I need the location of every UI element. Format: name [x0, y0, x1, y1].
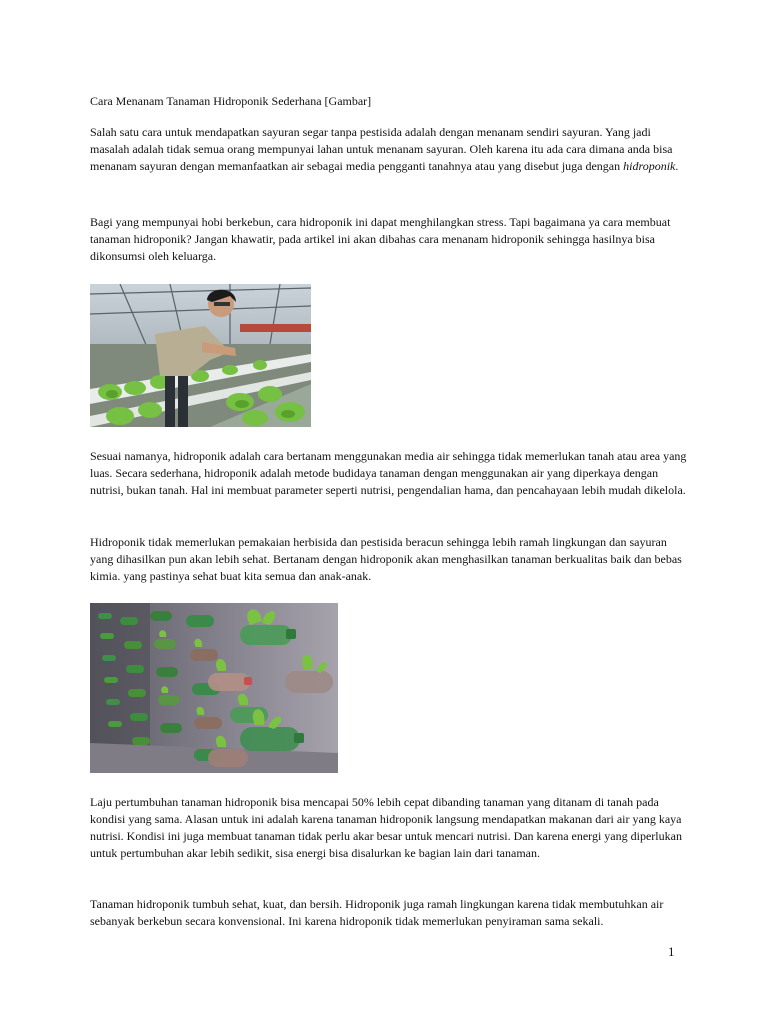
paragraph-6: Tanaman hidroponik tumbuh sehat, kuat, dan bersih. Hidroponik juga ramah lingkungan karena tidak membutuhkan air sebanyak berkebun secara konvensional. Ini karena hidroponik tidak memerlukan penyiraman sama sekali.: [90, 897, 664, 928]
document-title: Cara Menanam Tanaman Hidroponik Sederhana [Gambar]: [90, 94, 372, 108]
paragraph-1-end: .: [675, 159, 679, 173]
paragraph-3: Sesuai namanya, hidroponik adalah cara bertanam menggunakan media air sehingga tidak memerlukan tanah atau area yang luas. Secara sederhana, hidroponik adalah metode budidaya tanaman dengan menggunakan air yang diperkaya dengan nutrisi, bukan tanah. Hal ini membuat parameter seperti nutrisi, pengendalian hama, dan pencahayaan lebih mudah dikelola.: [90, 449, 687, 497]
paragraph-1: [90, 124, 690, 175]
greenhouse-illustration: [90, 284, 311, 427]
greenhouse-hydroponic-photo: [90, 284, 311, 427]
bottle-garden-illustration: [90, 603, 338, 773]
paragraph-5: Laju pertumbuhan tanaman hidroponik bisa mencapai 50% lebih cepat dibanding tanaman yang ditanam di tanah pada kondisi yang sama. Alasan untuk ini adalah karena tanaman hidroponik langsung mendapatkan makanan dari air yang kaya nutrisi. Kondisi ini juga membuat tanaman tidak perlu akar besar untuk mencari nutrisi. Dan karena energi yang diperlukan untuk pertumbuhan akar lebih sedikit, sisa energi bisa disalurkan ke bagian lain dari tanaman.: [90, 795, 682, 860]
paragraph-1-text: Salah satu cara untuk mendapatkan sayuran segar tanpa pestisida adalah dengan menanam sendiri sayuran. Yang jadi masalah adalah tidak semua orang mempunyai lahan untuk menanam sayuran. Oleh karena itu ada cara dimana anda bisa menanam sayuran dengan memanfaatkan air sebagai media pengganti tanahnya atau yang disebut juga dengan: [90, 125, 673, 173]
page-number: 1: [668, 944, 675, 959]
paragraph-2: Bagi yang mempunyai hobi berkebun, cara hidroponik ini dapat menghilangkan stress. Tapi bagaimana ya cara membuat tanaman hidroponik? Jangan khawatir, pada artikel ini akan dibahas cara menanam hidroponik sehingga hasilnya bisa dikonsumsi oleh keluarga.: [90, 215, 671, 263]
paragraph-4: Hidroponik tidak memerlukan pemakaian herbisida dan pestisida beracun sehingga lebih ramah lingkungan dan sayuran yang dihasilkan pun akan lebih sehat. Bertanam dengan hidroponik akan menghasilkan tanaman berkualitas baik dan bebas kimia. yang pastinya sehat buat kita semua dan anak-anak.: [90, 535, 682, 583]
bottle-vertical-garden-photo: [90, 603, 338, 773]
hidroponik-italic-term: hidroponik: [623, 159, 676, 173]
